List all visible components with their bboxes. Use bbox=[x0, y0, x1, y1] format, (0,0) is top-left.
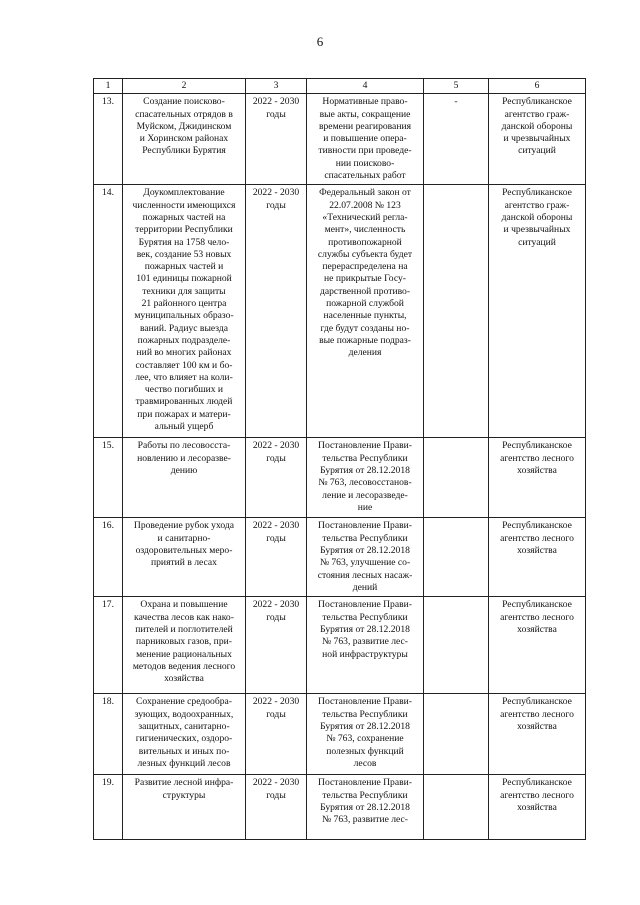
row-number: 14. bbox=[94, 185, 123, 438]
row-number: 13. bbox=[94, 94, 123, 185]
table-row bbox=[94, 185, 586, 438]
table-row bbox=[94, 694, 586, 775]
column-header: 1 bbox=[94, 79, 123, 94]
measure-period: 2022 - 2030 годы bbox=[246, 694, 307, 775]
measure-basis: Федеральный закон от 22.07.2008 № 123 «Технический регла- мент», численность противопожарной службы субъекта будет перераспределена на не прикрытые Госу- дарственной противо- пожарной службой населенные пункты, где будут созданы но- вые пожарные подраз- деления bbox=[307, 185, 424, 438]
page-number: 6 bbox=[316, 34, 324, 49]
row-number: 16. bbox=[94, 518, 123, 597]
measure-name: Проведение рубок ухода и санитарно- оздоровительных меро- приятий в лесах bbox=[123, 518, 246, 597]
measure-responsible: Республиканское агентство лесного хозяйства bbox=[489, 518, 586, 597]
measure-period: 2022 - 2030 годы bbox=[246, 518, 307, 597]
measure-col5 bbox=[424, 185, 489, 438]
measure-responsible: Республиканское агентство лесного хозяйства bbox=[489, 438, 586, 518]
measure-col5 bbox=[424, 438, 489, 518]
measure-responsible: Республиканское агентство лесного хозяйства bbox=[489, 597, 586, 694]
table-header-row bbox=[94, 79, 586, 94]
table-row bbox=[94, 597, 586, 694]
measure-responsible: Республиканское агентство лесного хозяйства bbox=[489, 694, 586, 775]
measure-period: 2022 - 2030 годы bbox=[246, 597, 307, 694]
measure-col5 bbox=[424, 518, 489, 597]
measure-col5: - bbox=[424, 94, 489, 185]
measure-period: 2022 - 2030 годы bbox=[246, 94, 307, 185]
measure-period: 2022 - 2030 годы bbox=[246, 775, 307, 840]
measure-period: 2022 - 2030 годы bbox=[246, 185, 307, 438]
measure-responsible: Республиканское агентство граж- данской обороны и чрезвычайных ситуаций bbox=[489, 94, 586, 185]
column-header: 2 bbox=[123, 79, 246, 94]
measure-name: Работы по лесовосста- новлению и лесоразве- дению bbox=[123, 438, 246, 518]
column-header: 5 bbox=[424, 79, 489, 94]
measure-name: Сохранение средообра- зующих, водоохранных, защитных, санитарно- гигиенических, оздоро- вительных и иных по- лезных функций лесов bbox=[123, 694, 246, 775]
measure-basis: Постановление Прави- тельства Республики Бурятия от 28.12.2018 № 763, улучшение со- стояния лесных насаж- дений bbox=[307, 518, 424, 597]
measure-responsible: Республиканское агентство граж- данской обороны и чрезвычайных ситуаций bbox=[489, 185, 586, 438]
measure-name: Развитие лесной инфра- структуры bbox=[123, 775, 246, 840]
column-header: 4 bbox=[307, 79, 424, 94]
measure-col5 bbox=[424, 597, 489, 694]
column-header: 6 bbox=[489, 79, 586, 94]
table-row bbox=[94, 775, 586, 840]
row-number: 15. bbox=[94, 438, 123, 518]
measure-period: 2022 - 2030 годы bbox=[246, 438, 307, 518]
measure-col5 bbox=[424, 694, 489, 775]
table-row bbox=[94, 94, 586, 185]
measure-basis: Нормативные право- вые акты, сокращение времени реагирования и повышение опера- тивности при проведе- нии поисково- спасательных работ bbox=[307, 94, 424, 185]
measure-basis: Постановление Прави- тельства Республики Бурятия от 28.12.2018 № 763, развитие лес- bbox=[307, 775, 424, 840]
row-number: 19. bbox=[94, 775, 123, 840]
measure-col5 bbox=[424, 775, 489, 840]
measure-basis: Постановление Прави- тельства Республики Бурятия от 28.12.2018 № 763, сохранение полезных функций лесов bbox=[307, 694, 424, 775]
measure-name: Создание поисково- спасательных отрядов в Муйском, Джидинском и Хоринском районах Республики Бурятия bbox=[123, 94, 246, 185]
table-row bbox=[94, 438, 586, 518]
measure-name: Доукомплектование численности имеющихся пожарных частей на территории Республики Бурятия на 1758 чело- век, создание 53 новых пожарных частей и 101 единицы пожарной техники для защиты 21 районного центра муниципальных образо- ваний. Радиус выезда пожарных подразделе- ний во многих районах составляет 100 км и бо- лее, что влияет на коли- чество погибших и травмированных людей при пожарах и матери- альный ущерб bbox=[123, 185, 246, 438]
measure-responsible: Республиканское агентство лесного хозяйства bbox=[489, 775, 586, 840]
measure-basis: Постановление Прави- тельства Республики Бурятия от 28.12.2018 № 763, развитие лес- ной инфраструктуры bbox=[307, 597, 424, 694]
table-row bbox=[94, 518, 586, 597]
measure-basis: Постановление Прави- тельства Республики Бурятия от 28.12.2018 № 763, лесовосстанов- ление и лесоразведе- ние bbox=[307, 438, 424, 518]
measures-table bbox=[93, 78, 586, 840]
row-number: 18. bbox=[94, 694, 123, 775]
column-header: 3 bbox=[246, 79, 307, 94]
measure-name: Охрана и повышение качества лесов как нако- пителей и поглотителей парниковых газов, при- менение рациональных методов ведения лесного хозяйства bbox=[123, 597, 246, 694]
row-number: 17. bbox=[94, 597, 123, 694]
